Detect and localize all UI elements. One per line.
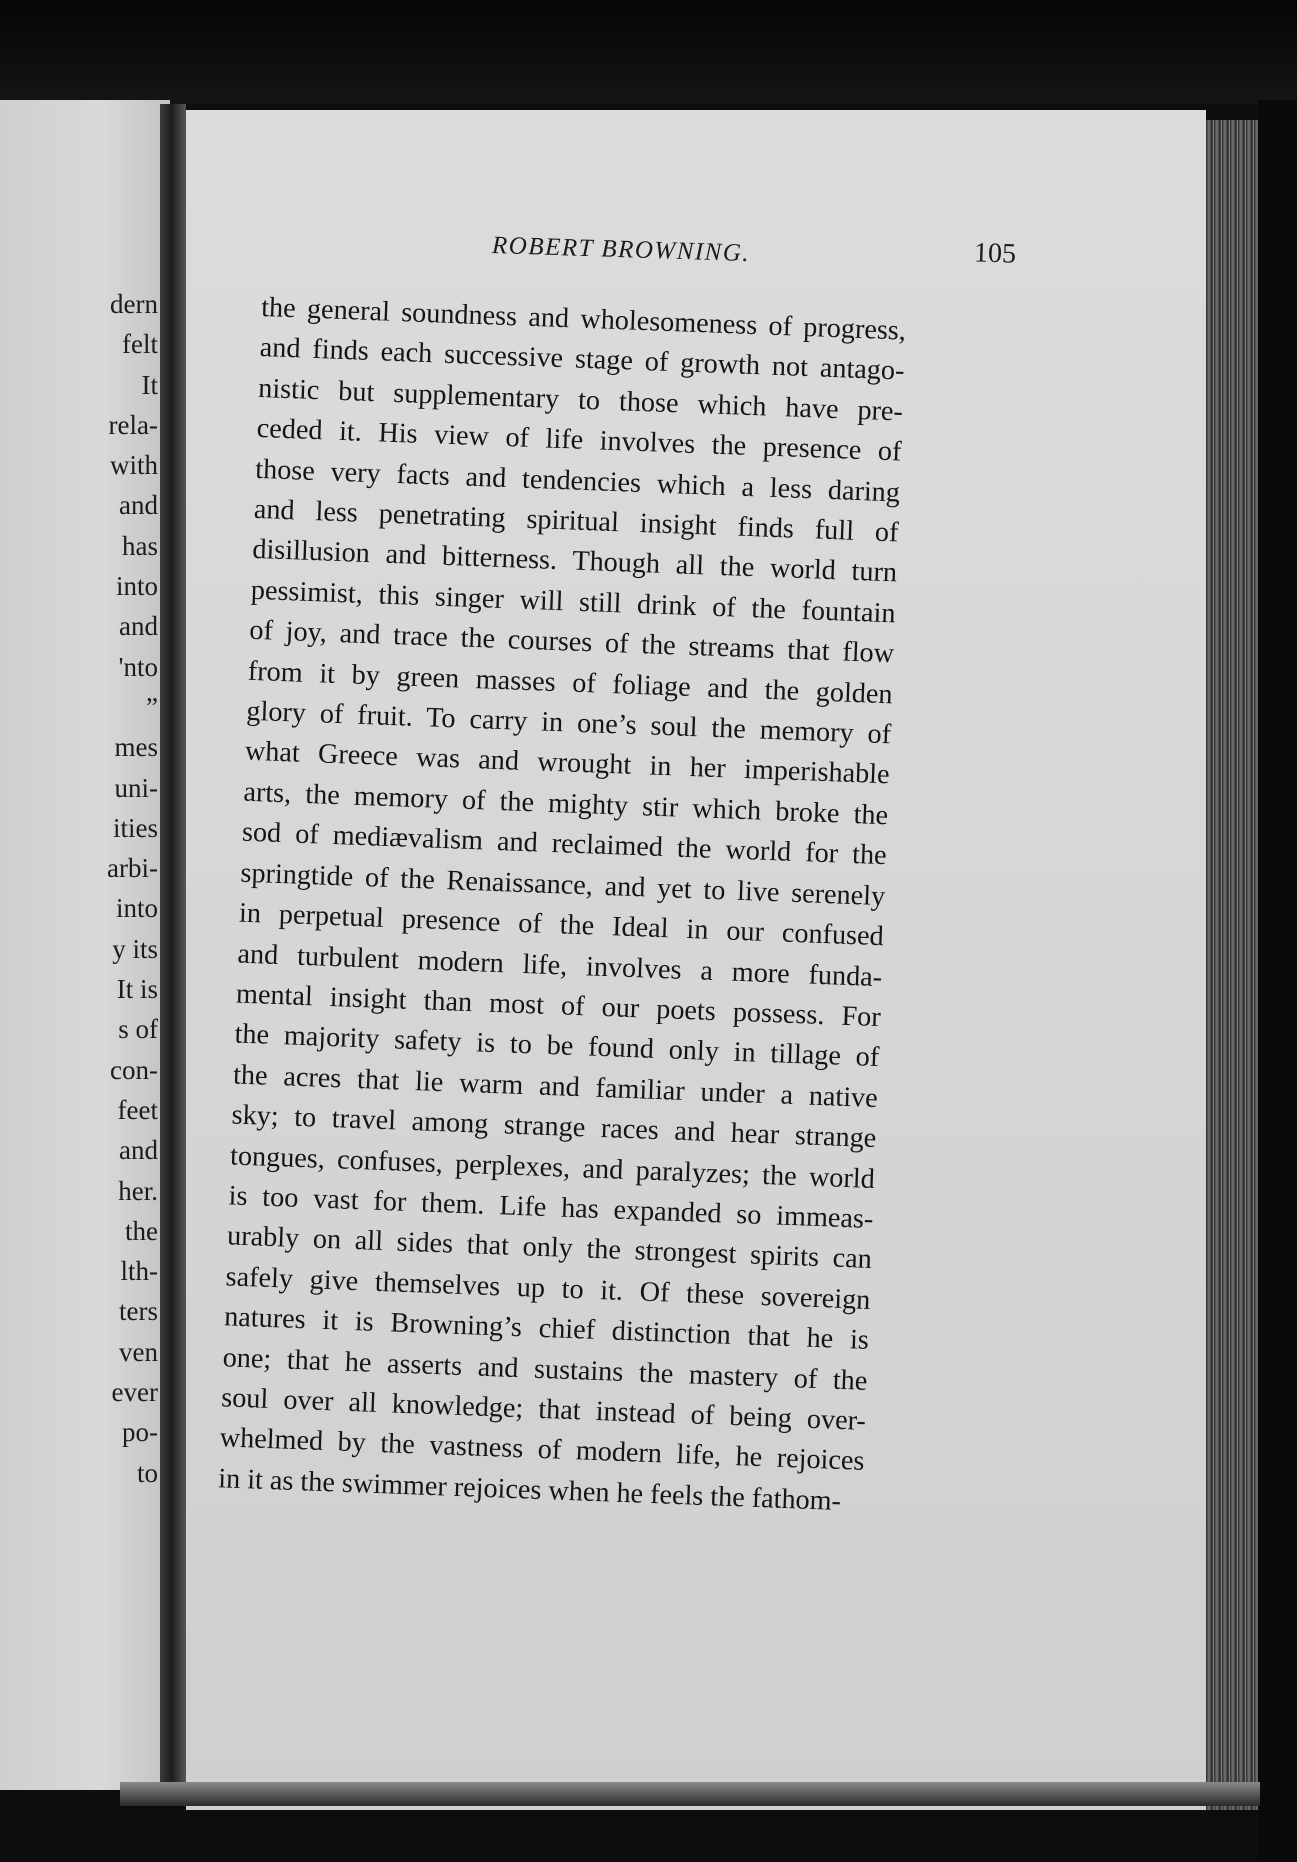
text-line: glory of fruit. To carry in one’s soul the memory of: [245, 695, 892, 751]
text-line: nistic but supplementary to those which have pre-: [257, 372, 904, 428]
text-line: sky; to travel among strange races and hear strange: [231, 1099, 877, 1155]
previous-page-line: her.: [118, 1175, 158, 1206]
previous-page-line: con-: [110, 1054, 158, 1085]
previous-page-line: into: [115, 893, 158, 924]
previous-page-text: [8, 284, 158, 1493]
previous-page-line: to: [136, 1457, 158, 1488]
text-line: safely give themselves up to it. Of these sovereign: [225, 1261, 871, 1316]
text-line: springtide of the Renaissance, and yet to live serenely: [239, 857, 886, 912]
text-line: arts, the memory of the mighty stir which broke the: [242, 776, 889, 832]
previous-page-line: ven: [119, 1336, 158, 1367]
previous-page-line: rela-: [108, 409, 158, 440]
body-text: [218, 288, 907, 1523]
text-line: what Greece was and wrought in her imperishable: [244, 736, 891, 791]
previous-page: [0, 100, 170, 1790]
text-line: pessimist, this singer will still drink of the fountain: [250, 574, 897, 630]
previous-page-line: po-: [122, 1417, 158, 1448]
previous-page-line: felt: [122, 329, 158, 360]
text-line: natures it is Browning’s chief distinction that he is: [223, 1301, 870, 1357]
text-line: those very facts and tendencies which a less daring: [254, 453, 901, 509]
page-number: 105: [973, 237, 1017, 270]
text-line: of joy, and trace the courses of the streams that flow: [248, 615, 895, 670]
previous-page-line: and: [119, 490, 158, 521]
text-line: and less penetrating spiritual insight finds full of: [253, 493, 900, 549]
previous-page-line: and: [119, 611, 158, 642]
text-line: the general soundness and wholesomeness of progress,: [260, 291, 907, 347]
text-line: urably on all sides that only the strongest spirits can: [226, 1220, 873, 1276]
text-line: one; that he asserts and sustains the mastery of the: [222, 1341, 868, 1397]
previous-page-line: into: [115, 571, 158, 602]
previous-page-line: It: [141, 369, 158, 400]
previous-page-line: dern: [110, 289, 158, 319]
previous-page-line: ters: [119, 1296, 158, 1327]
text-line: in it as the swimmer rejoices when he feels the fathom-: [217, 1462, 842, 1517]
previous-page-line: the: [125, 1215, 158, 1246]
text-line: the majority safety is to be found only in tillage of: [234, 1018, 880, 1074]
previous-page-line: mes: [114, 732, 158, 763]
previous-page-line: It is: [116, 974, 158, 1005]
book-gutter: [160, 104, 186, 1794]
text-line: whelmed by the vastness of modern life, he rejoices: [219, 1422, 865, 1478]
bottom-edge: [120, 1782, 1260, 1806]
previous-page-line: and: [119, 1135, 158, 1166]
previous-page-line: lth-: [120, 1256, 158, 1287]
previous-page-line: with: [109, 450, 158, 481]
text-line: soul over all knowledge; that instead of being over-: [220, 1382, 867, 1437]
previous-page-line: arbi-: [107, 853, 158, 884]
text-line: in perpetual presence of the Ideal in our confused: [238, 897, 885, 953]
previous-page-line: ities: [113, 812, 158, 843]
previous-page-line: ”: [146, 691, 158, 722]
text-line: and finds each successive stage of growth not antago-: [259, 332, 905, 387]
previous-page-line: has: [122, 530, 158, 561]
top-shadow: [0, 0, 1297, 104]
text-line: tongues, confuses, perplexes, and paralyzes; the world: [229, 1139, 876, 1195]
previous-page-line: s of: [118, 1014, 158, 1045]
page-edges: [1206, 120, 1258, 1810]
previous-page-line: 'nto: [118, 651, 158, 682]
previous-page-line: feet: [117, 1094, 158, 1125]
text-line: disillusion and bitterness. Though all the world turn: [251, 534, 898, 589]
previous-page-line: uni-: [114, 772, 158, 803]
text-line: mental insight than most of our poets possess. For: [235, 978, 882, 1034]
text-line: and turbulent modern life, involves a more funda-: [237, 938, 883, 993]
book-page: [186, 110, 1206, 1810]
running-head: ROBERT BROWNING.: [491, 232, 751, 268]
previous-page-line: ever: [111, 1377, 158, 1408]
text-line: ceded it. His view of life involves the presence of: [256, 413, 902, 468]
text-line: the acres that lie warm and familiar under a native: [232, 1059, 879, 1114]
text-line: is too vast for them. Life has expanded so immeas-: [228, 1180, 874, 1235]
edge-shadow: [1258, 100, 1297, 1862]
text-line: from it by green masses of foliage and the golden: [247, 655, 894, 711]
previous-page-line: y its: [112, 933, 158, 964]
text-line: sod of mediævalism and reclaimed the world for the: [241, 816, 888, 872]
